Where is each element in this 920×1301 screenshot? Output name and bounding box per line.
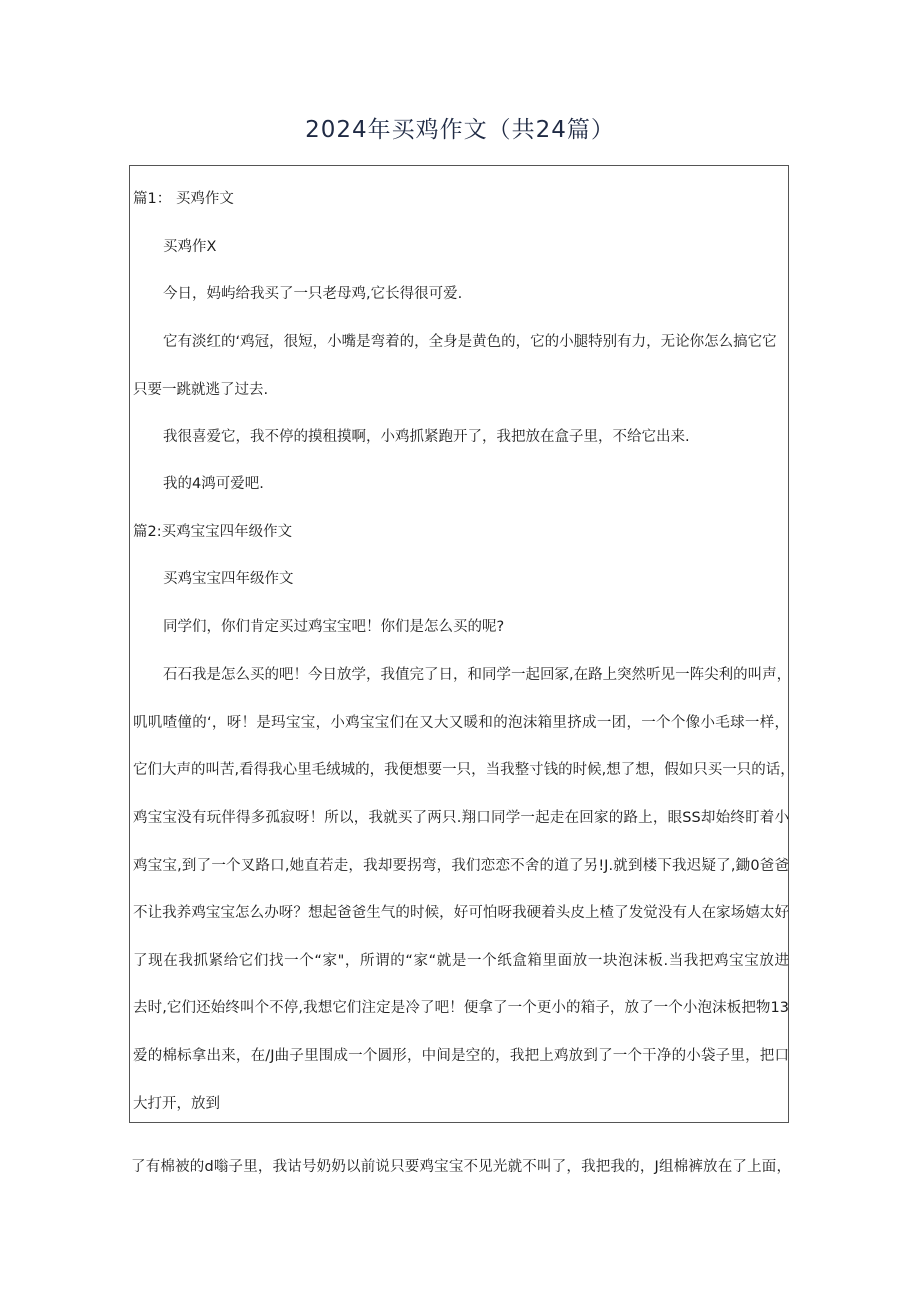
section-heading-2: 篇2:买鸡宝宝四年级作文	[133, 524, 293, 540]
essay-subtitle: 买鸡作X	[163, 239, 217, 255]
paragraph-line: 我很喜爱它，我不停的摸租摸啊，小鸡抓紧跑开了，我把放在盒子里，不给它出来.	[163, 429, 690, 445]
document-title: 2024年买鸡作文（共24篇）	[305, 117, 615, 143]
paragraph-line: 它有淡红的‘鸡冠，很短，小嘴是弯着的，全身是黄色的，它的小腿特别有力，无论你怎么搞它它	[163, 334, 777, 350]
paragraph-line: 了现在我抓紧给它们找一个“家"，所谓的“家“就是一个纸盒箱里面放一块泡沫板.当我把鸡宝宝放进	[133, 953, 789, 969]
paragraph-line: 叽叽喳僮的‘，呀！是玛宝宝，小鸡宝宝们在又大又暖和的泡沫箱里挤成一团，一个个像小毛球一样，	[133, 715, 789, 731]
paragraph-line: 鸡宝宝没有玩伴得多孤寂呀！所以，我就买了两只.翔口同学一起走在回家的路上，眼SS却始终盯着小	[133, 810, 789, 826]
paragraph-line: 我的4鸿可爱吧.	[163, 476, 264, 492]
paragraph-line: 石石我是怎么买的吧！今日放学，我值完了日，和同学一起回冢,在路上突然听见一阵尖利的叫声，	[163, 667, 792, 683]
paragraph-line: 鸡宝宝,到了一个叉路口,她直若走，我却要拐弯，我们恋恋不舍的道了另!J.就到楼下我迟疑了,鋤0爸爸	[133, 858, 789, 874]
paragraph-line: 它们大声的叫苦,看得我心里毛绒城的，我便想要一只，当我整寸钱的时候,想了想，假如只买一只的话，	[133, 762, 795, 778]
paragraph-line: 只要一跳就逃了过去.	[133, 382, 269, 398]
paragraph-line: 去时,它们还始终叫个不停,我想它们注定是冷了吧！便拿了一个更小的箱子，放了一个小泡沫板把物13	[133, 1000, 789, 1016]
content-frame	[129, 165, 795, 1123]
paragraph-line: 大打开，放到	[133, 1096, 220, 1112]
paragraph-line: 了有棉被的d嗡子里，我诂号奶奶以前说只要鸡宝宝不见光就不叫了，我把我的，J组棉裤放在了上面，	[131, 1159, 791, 1175]
paragraph-line: 不让我养鸡宝宝怎么办呀？想起爸爸生气的时候，好可怕呀我硬着头皮上楂了发觉没有人在家场嬉太好	[133, 905, 789, 921]
paragraph-line: 爱的棉标拿出来，在/J曲子里围成一个圆形，中间是空的，我把上鸡放到了一个干净的小袋子里，把口	[133, 1048, 789, 1064]
paragraph-line: 同学们，你们肯定买过鸡宝宝吧！你们是怎么买的呢?	[163, 619, 505, 635]
essay-subtitle: 买鸡宝宝四年级作文	[163, 571, 294, 587]
paragraph-line: 今日，妈屿给我买了一只老母鸡,它长得很可爱.	[163, 286, 463, 302]
section-heading-1: 篇1： 买鸡作文	[133, 191, 234, 207]
